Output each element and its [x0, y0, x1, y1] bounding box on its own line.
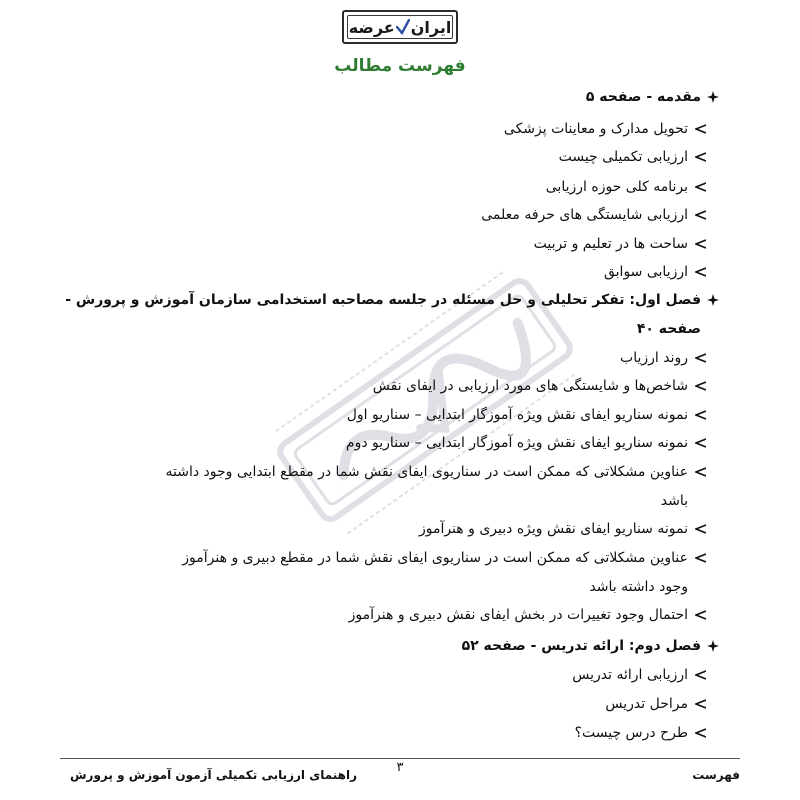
toc-entry-text: فصل دوم: ارائه تدریس - صفحه ۵۲	[461, 638, 701, 654]
arrowhead-bullet-icon	[693, 120, 707, 138]
toc-entry-text: نمونه سناریو ایفای نقش ویژه آموزگار ابتدایی – سناریو اول	[346, 407, 688, 423]
brand-logo	[342, 10, 458, 44]
toc-entry-text: ساحت ها در تعلیم و تربیت	[533, 236, 688, 252]
toc-entry-text: برنامه کلی حوزه ارزیابی	[545, 179, 688, 195]
toc-entry-text: تحویل مدارک و معاینات پزشکی	[503, 121, 688, 137]
logo-check-icon	[396, 19, 410, 35]
toc-entry-text: ارزیابی ارائه تدریس	[572, 667, 688, 683]
toc-entry-text: صفحه ۴۰	[636, 321, 701, 337]
logo-text-right: ایران	[410, 17, 452, 37]
toc-entry-text: مراحل تدریس	[605, 696, 688, 712]
toc-entry-text: نمونه سناریو ایفای نقش ویژه آموزگار ابتدایی – سناریو دوم	[345, 435, 688, 451]
toc-entry-text: عناوین مشکلاتی که ممکن است در سناریوی ایفای نقش شما در مقطع ابتدایی وجود داشته	[165, 464, 688, 480]
arrowhead-bullet-icon	[693, 666, 707, 684]
page-title: فهرست مطالب	[334, 56, 466, 76]
logo-text-left: عرضه	[348, 17, 395, 37]
arrowhead-bullet-icon	[693, 206, 707, 224]
toc-entry-text: ارزیابی شایستگی های حرفه معلمی	[481, 207, 688, 223]
arrowhead-bullet-icon	[693, 406, 707, 424]
arrowhead-bullet-icon	[693, 235, 707, 253]
toc-entry-text: شاخص‌ها و شایستگی های مورد ارزیابی در ایفای نقش	[372, 378, 688, 394]
footer-section-label: فهرست	[692, 768, 740, 782]
arrowhead-bullet-icon	[693, 520, 707, 538]
diamond-bullet-icon	[706, 637, 720, 655]
diamond-bullet-icon	[706, 88, 720, 106]
arrowhead-bullet-icon	[693, 549, 707, 567]
arrowhead-bullet-icon	[693, 606, 707, 624]
toc-entry-text: فصل اول: تفکر تحلیلی و حل مسئله در جلسه مصاحبه استخدامی سازمان آموزش و پرورش -	[65, 292, 701, 308]
toc-entry-text: روند ارزیاب	[620, 350, 688, 366]
arrowhead-bullet-icon	[693, 178, 707, 196]
arrowhead-bullet-icon	[693, 463, 707, 481]
brand-logo-frame	[347, 15, 453, 39]
toc-entry-text: نمونه سناریو ایفای نقش ویژه دبیری و هنرآموز	[418, 521, 688, 537]
toc-entry-text: مقدمه - صفحه ۵	[585, 89, 701, 105]
toc-entry-text: عناوین مشکلاتی که ممکن است در سناریوی ایفای نقش شما در مقطع دبیری و هنرآموز	[182, 550, 688, 566]
arrowhead-bullet-icon	[693, 695, 707, 713]
arrowhead-bullet-icon	[693, 263, 707, 281]
footer-page-number: ۳	[396, 760, 404, 775]
arrowhead-bullet-icon	[693, 148, 707, 166]
toc-entry-text: احتمال وجود تغییرات در بخش ایفای نقش دبیری و هنرآموز	[348, 607, 688, 623]
toc-entry-text: باشد	[660, 493, 688, 509]
diamond-bullet-icon	[706, 291, 720, 309]
toc-entry-text: ارزیابی سوابق	[603, 264, 688, 280]
toc-entry-text: وجود داشته باشد	[589, 579, 688, 595]
arrowhead-bullet-icon	[693, 377, 707, 395]
toc-entry-text: طرح درس چیست؟	[574, 725, 688, 741]
footer-divider	[60, 758, 740, 759]
toc-entry-text: ارزیابی تکمیلی چیست	[558, 149, 688, 165]
footer-book-title: راهنمای ارزیابی تکمیلی آزمون آموزش و پرورش	[70, 768, 358, 782]
arrowhead-bullet-icon	[693, 434, 707, 452]
arrowhead-bullet-icon	[693, 349, 707, 367]
arrowhead-bullet-icon	[693, 724, 707, 742]
